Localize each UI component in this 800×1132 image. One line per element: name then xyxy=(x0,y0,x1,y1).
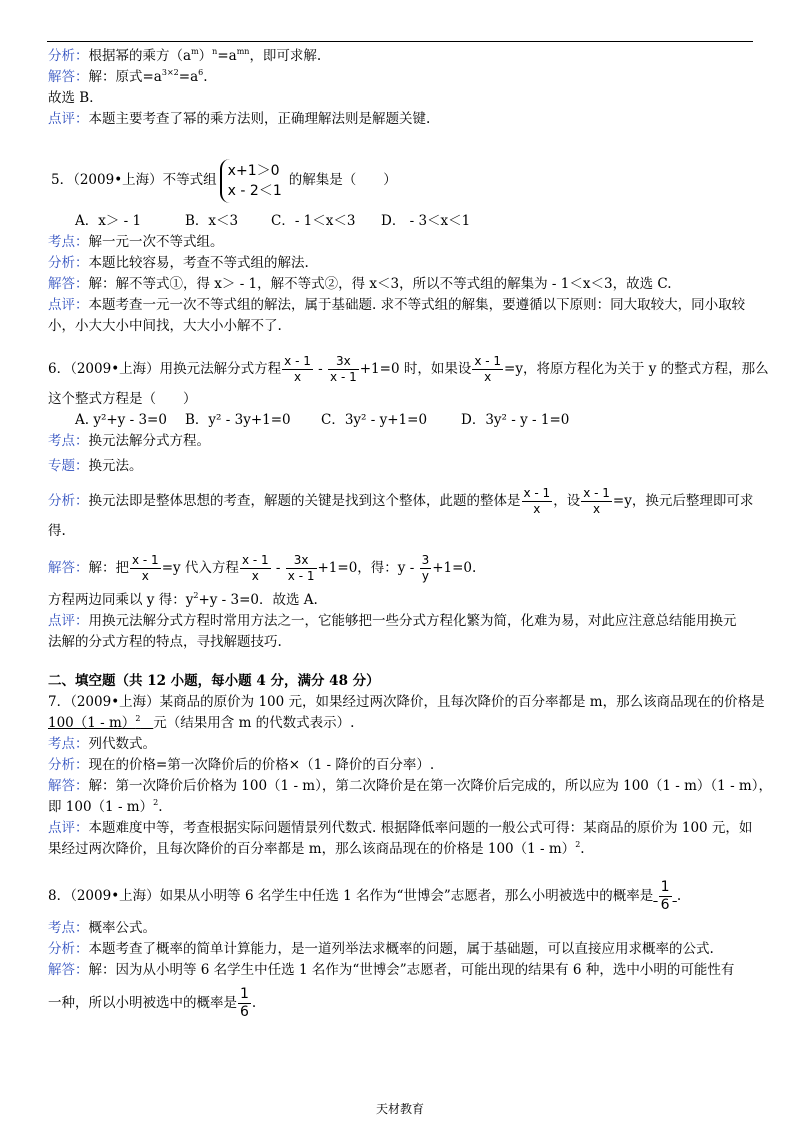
fraction: $\frac{x - 1}{x}$ xyxy=(474,354,502,384)
q6-comment: 点评：用换元法解分式方程时常用方法之一，它能够把一些分式方程化繁为简，化难为易，对此应注意总结能用换元 xyxy=(48,613,737,629)
q7-comment: 点评：本题难度中等，考查根据实际问题情景列代数式. 根据降低率问题的一般公式可得：某商品的原价为 100 元，如 xyxy=(48,820,753,836)
q8-topic: 考点：概率公式。 xyxy=(48,920,156,936)
q5-topic: 考点：解一元一次不等式组。 xyxy=(48,234,224,250)
section-title: 二、填空题（共 12 小题，每小题 4 分，满分 48 分） xyxy=(48,673,380,689)
label-analysis: 分析： xyxy=(48,48,89,64)
fraction: $\frac{x - 1}{x}$ xyxy=(132,553,159,583)
q8-answer: 解答：解：因为从小明等 6 名学生中任选 1 名作为“世博会”志愿者，可能出现的结果有 6 种，选中小明的可能性有 xyxy=(48,962,735,978)
q8-analysis: 分析：本题考查了概率的简单计算能力，是一道列举法求概率的问题，属于基础题，可以直接应用求概率的公式. xyxy=(48,941,714,957)
q4-comment: 点评：本题主要考查了幂的乘方法则，正确理解法则是解题关键. xyxy=(48,111,431,127)
q5-comment: 点评：本题考查一元一次不等式组的解法，属于基础题. 求不等式组的解集，要遵循以下原则：同大取较大，同小取较 xyxy=(48,297,746,313)
q7-answer-cont: 即 100（1 - m）$^2$. xyxy=(48,798,163,815)
top-rule xyxy=(47,41,753,42)
option-a: A. y²+y - 3=0 xyxy=(75,412,167,428)
q5-options xyxy=(75,211,754,232)
q4-choice: 故选 B． xyxy=(48,90,103,106)
q6-options xyxy=(75,410,754,431)
q6-stem: 6．（2009•上海）用换元法解分式方程 $\frac{x - 1}{x}$ - $\frac{3x}{x - 1}$ +1=0 时，如果设 $\frac{x - 1}{x}$ =y，将原方程化为关于 y 的整式方程，那么 xyxy=(48,354,769,384)
q5-analysis: 分析：本题比较容易，考查不等式组的解法. xyxy=(48,255,309,271)
inequality-system: x+1＞0 x - 2＜1 xyxy=(220,159,286,203)
q6-answer-cont: 方程两边同乘以 y 得：$y^2+y - 3=0$．故选 A. xyxy=(48,591,318,608)
page-footer: 天材教育 xyxy=(375,1102,424,1116)
fraction: $\frac{3}{y}$ xyxy=(421,553,430,583)
q8-answer-cont: 一种，所以小明被选中的概率是 $\frac{1}{6}$ . xyxy=(48,986,257,1020)
q7-analysis: 分析：现在的价格=第一次降价后的价格×（1 - 降价的百分率）. xyxy=(48,757,435,773)
fraction: $\frac{3x}{x - 1}$ xyxy=(330,354,357,384)
q6-analysis: 分析：换元法即是整体思想的考查，解题的关键是找到这个整体，此题的整体是 $\frac{x - 1}{x}$ ，设 $\frac{x - 1}{x}$ =y，换元后整理即可求 xyxy=(48,486,754,516)
page-content xyxy=(48,46,772,1025)
q6-stem-cont: 这个整式方程是（ ） xyxy=(48,391,197,407)
q6-analysis-cont: 得. xyxy=(48,523,66,539)
q6-comment-cont: 法解的分式方程的特点，寻找解题技巧. xyxy=(48,634,282,650)
q8-stem: 8．（2009•上海）如果从小明等 6 名学生中任选 1 名作为“世博会”志愿者，那么小明被选中的概率是 $\frac{1}{6}$ . xyxy=(48,879,682,913)
q7-answer-blank: 100（1 - m）$^2$ xyxy=(48,714,141,731)
q7-comment-cont: 果经过两次降价，且每次降价的百分率都是 m，那么该商品现在的价格是 100（1 - m）$^2$. xyxy=(48,840,585,857)
q4-answer: 解答：解：原式$=a^{3\times 2}=a^6$. xyxy=(48,68,208,85)
fraction: $\frac{1}{6}$ xyxy=(660,879,670,913)
fraction: $\frac{x - 1}{x}$ xyxy=(284,354,311,384)
option-b: B．x＜3 xyxy=(185,213,239,229)
option-d: D．3y² - y - 1=0 xyxy=(461,412,570,428)
q5-comment-cont: 小，小大大小中间找，大大小小解不了. xyxy=(48,318,282,334)
label-answer: 解答： xyxy=(48,69,89,85)
option-b: B．y² - 3y+1=0 xyxy=(185,412,291,428)
q5-stem: 5．（2009•上海）不等式组 x+1＞0 x - 2＜1 的解集是（ ） xyxy=(51,155,754,205)
fraction: $\frac{x - 1}{x}$ xyxy=(523,486,551,516)
option-d: D． - 3＜x＜1 xyxy=(381,213,471,229)
option-c: C．- 1＜x＜3 xyxy=(271,213,356,229)
q7-answer: 解答：解：第一次降价后价格为 100（1 - m），第二次降价是在第一次降价后完成的，所以应为 100（1 - m）（1 - m）， xyxy=(48,778,772,794)
q7-stem-cont: 100（1 - m）$^2$ 元（结果用含 m 的代数式表示）. xyxy=(48,714,355,731)
label-comment: 点评： xyxy=(48,111,89,127)
fraction: $\frac{x - 1}{x}$ xyxy=(241,553,269,583)
option-a: A．x＞ - 1 xyxy=(75,213,142,229)
q7-topic: 考点：列代数式。 xyxy=(48,736,156,752)
q8-answer-blank xyxy=(653,879,677,913)
q4-analysis: 分析：根据幂的乘方$(a^m)^n=a^{mn}$，即可求解. xyxy=(48,47,322,64)
q5-answer: 解答：解：解不等式①，得 x＞ - 1，解不等式②，得 x＜3，所以不等式组的解集为 - 1＜x＜3，故选 C. xyxy=(48,276,672,292)
option-c: C．3y² - y+1=0 xyxy=(321,412,428,428)
q7-stem: 7．（2009•上海）某商品的原价为 100 元，如果经过两次降价，且每次降价的百分率都是 m，那么该商品现在的价格是 xyxy=(48,694,765,710)
fraction: $\frac{3x}{x - 1}$ xyxy=(287,553,315,583)
q6-subject: 专题：换元法。 xyxy=(48,458,143,474)
q6-topic: 考点：换元法解分式方程。 xyxy=(48,433,210,449)
q6-answer: 解答：解：把 $\frac{x - 1}{x}$ =y 代入方程 $\frac{x - 1}{x}$ - $\frac{3x}{x - 1}$ +1=0，得：y - $\frac{3}{y}$ +1=0. xyxy=(48,553,477,583)
fraction: $\frac{x - 1}{x}$ xyxy=(583,486,610,516)
fraction: $\frac{1}{6}$ xyxy=(240,986,249,1020)
